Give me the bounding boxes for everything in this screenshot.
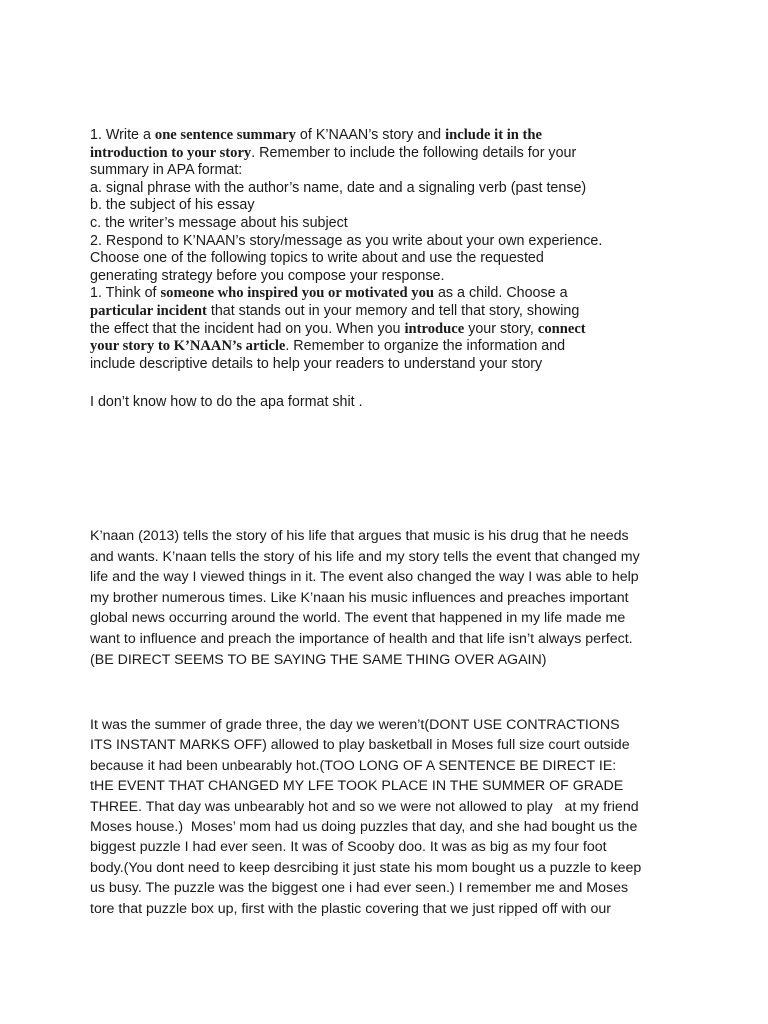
- paragraph-line: tore that puzzle box up, first with the plastic covering that we just ripped off with our: [90, 900, 612, 917]
- bold-phrase: your story to K’NAAN’s article: [90, 338, 286, 355]
- paragraph-line: want to influence and preach the importance of health and that life isn’t always perfect.: [90, 630, 633, 647]
- assignment-instructions: [90, 127, 710, 373]
- student-note: [90, 394, 710, 412]
- bold-phrase: introduction to your story: [90, 144, 252, 161]
- paragraph-line: THREE. That day was unbearably hot and so we were not allowed to play at my friend: [90, 798, 639, 815]
- paragraph-line: because it had been unbearably hot.(TOO LONG OF A SENTENCE BE DIRECT IE:: [90, 757, 617, 774]
- paragraph-line: K’naan (2013) tells the story of his life that argues that music is his drug that he needs: [90, 528, 629, 544]
- paragraph-line: life and the way I viewed things in it. The event also changed the way I was able to help: [90, 569, 639, 586]
- bold-phrase: particular incident: [90, 302, 207, 319]
- instruction-line: the effect that the incident had on you. When you introduce your story, connect: [90, 320, 586, 337]
- instruction-line: particular incident that stands out in your memory and tell that story, showing: [90, 302, 580, 319]
- note-line: I don’t know how to do the apa format shit .: [90, 394, 363, 410]
- instruction-line: 1. Write a one sentence summary of K’NAAN’s story and include it in the: [90, 127, 542, 143]
- paragraph-line: (BE DIRECT SEEMS TO BE SAYING THE SAME THING OVER AGAIN): [90, 651, 547, 668]
- paragraph-line: global news occurring around the world. The event that happened in my life made me: [90, 610, 626, 627]
- instruction-line: a. signal phrase with the author’s name, date and a signaling verb (past tense): [90, 179, 587, 196]
- summary-paragraph: [90, 526, 710, 670]
- instruction-line: 1. Think of someone who inspired you or motivated you as a child. Choose a: [90, 285, 568, 302]
- paragraph-line: tHE EVENT THAT CHANGED MY LFE TOOK PLACE IN THE SUMMER OF GRADE: [90, 778, 624, 795]
- bold-phrase: include it in the: [445, 127, 542, 143]
- bold-phrase: someone who inspired you or motivated you: [160, 285, 434, 302]
- instruction-line: generating strategy before you compose your response.: [90, 267, 445, 284]
- bold-phrase: connect: [537, 320, 586, 337]
- instruction-line: 2. Respond to K’NAAN’s story/message as you write about your own experience.: [90, 232, 603, 249]
- instruction-line: summary in APA format:: [90, 162, 243, 179]
- paragraph-line: Moses house.) Moses’ mom had us doing puzzles that day, and she had bought us the: [90, 819, 638, 836]
- bold-phrase: one sentence summary: [154, 127, 296, 143]
- instruction-line: introduction to your story. Remember to include the following details for your: [90, 144, 577, 161]
- paragraph-line: ITS INSTANT MARKS OFF) allowed to play basketball in Moses full size court outside: [90, 737, 630, 754]
- story-paragraph: [90, 715, 710, 919]
- paragraph-line: us busy. The puzzle was the biggest one i had ever seen.) I remember me and Moses: [90, 880, 629, 897]
- instruction-line: your story to K’NAAN’s article. Remember to organize the information and: [90, 338, 566, 355]
- paragraph-line: biggest puzzle I had ever seen. It was of Scooby doo. It was as big as my four foot: [90, 839, 607, 856]
- paragraph-line: and wants. K’naan tells the story of his life and my story tells the event that changed my: [90, 548, 640, 565]
- instruction-line: c. the writer’s message about his subject: [90, 214, 348, 231]
- paragraph-line: my brother numerous times. Like K’naan his music influences and preaches important: [90, 589, 629, 606]
- instruction-line: b. the subject of his essay: [90, 197, 255, 214]
- paragraph-line: body.(You dont need to keep desrcibing it just state his mom bought us a puzzle to keep: [90, 859, 642, 876]
- instruction-line: Choose one of the following topics to write about and use the requested: [90, 250, 544, 267]
- paragraph-line: It was the summer of grade three, the day we weren’t(DONT USE CONTRACTIONS: [90, 717, 620, 733]
- instruction-line: include descriptive details to help your readers to understand your story: [90, 355, 543, 372]
- bold-phrase: introduce: [404, 320, 465, 337]
